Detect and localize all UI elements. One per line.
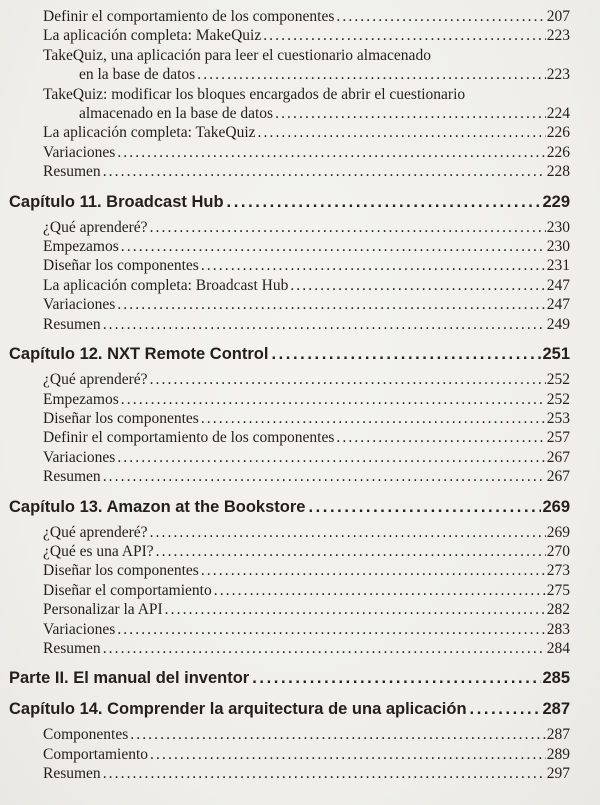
toc-entry-row	[9, 295, 570, 314]
page-number: 269	[546, 523, 570, 541]
page-number: 273	[546, 562, 570, 580]
chapter-title: Parte II. El manual del inventor	[9, 669, 250, 688]
entry-title: ¿Qué es una API?	[43, 542, 154, 560]
entry-title: Resumen	[43, 163, 101, 181]
dot-leader	[115, 295, 545, 314]
page-number: 231	[546, 257, 570, 275]
page-number: 224	[546, 105, 570, 123]
entry-title: La aplicación completa: TakeQuiz	[43, 124, 256, 142]
toc-list	[9, 7, 570, 784]
page-number: 267	[546, 448, 570, 466]
dot-leader	[288, 276, 545, 295]
page-number: 247	[546, 296, 570, 314]
toc-entry-row	[9, 409, 570, 428]
chapter-title: Capítulo 13. Amazon at the Bookstore	[9, 497, 306, 516]
toc-entry-row	[9, 725, 570, 744]
entry-title: TakeQuiz, una aplicación para leer el cuestionario almacenado	[43, 46, 431, 64]
dot-leader	[199, 409, 546, 428]
entry-title: Variaciones	[43, 296, 116, 314]
entry-title: Empezamos	[43, 390, 119, 408]
dot-leader	[224, 191, 542, 213]
chapter-title: Capítulo 11. Broadcast Hub	[9, 192, 224, 211]
page-number: 257	[546, 429, 570, 447]
dot-leader	[101, 315, 546, 334]
toc-entry-row	[9, 523, 570, 542]
page-number: 252	[546, 390, 570, 408]
dot-leader	[101, 162, 546, 181]
dot-leader	[154, 542, 546, 561]
entry-title: Diseñar los componentes	[43, 409, 199, 427]
dot-leader	[467, 698, 542, 720]
entry-title: Variaciones	[43, 620, 116, 638]
toc-entry-row	[9, 7, 570, 26]
toc-entry-row	[9, 620, 570, 639]
dot-leader	[195, 65, 546, 84]
page-number: 267	[546, 468, 570, 486]
page-number: 252	[546, 371, 570, 389]
entry-title: Variaciones	[43, 143, 116, 161]
toc-chapter-heading-row	[9, 698, 570, 720]
entry-title: en la base de datos	[79, 66, 196, 84]
entry-title: La aplicación completa: MakeQuiz	[43, 27, 262, 45]
toc-entry-row	[9, 428, 570, 447]
dot-leader	[101, 467, 546, 486]
toc-entry-row	[9, 639, 570, 658]
toc-entry-row	[9, 542, 570, 561]
dot-leader	[115, 143, 545, 162]
page-number: 226	[546, 124, 570, 142]
page-number: 275	[546, 581, 570, 599]
chapter-title: Capítulo 14. Comprender la arquitectura de una aplicación	[9, 700, 467, 719]
dot-leader	[148, 370, 546, 389]
entry-title: Variaciones	[43, 448, 116, 466]
dot-leader	[115, 448, 545, 467]
toc-entry-row	[9, 467, 570, 486]
entry-title: ¿Qué aprenderé?	[43, 218, 148, 236]
page-number: 249	[546, 315, 570, 333]
toc-chapter-heading-row	[9, 496, 570, 518]
dot-leader	[273, 104, 546, 123]
dot-leader	[101, 764, 546, 783]
page-number: 223	[546, 66, 570, 84]
dot-leader	[163, 600, 546, 619]
toc-entry-row	[9, 448, 570, 467]
toc-entry-continuation-row	[9, 65, 570, 84]
toc-entry-row	[9, 256, 570, 275]
page-number: 253	[546, 409, 570, 427]
entry-title: Diseñar los componentes	[43, 562, 199, 580]
page-number: 247	[546, 276, 570, 294]
dot-leader	[128, 725, 546, 744]
entry-title: TakeQuiz: modificar los bloques encargados de abrir el cuestionario	[43, 85, 466, 103]
page-number: 287	[546, 726, 570, 744]
dot-leader	[101, 639, 546, 658]
dot-leader	[249, 667, 541, 689]
entry-title: La aplicación completa: Broadcast Hub	[43, 276, 289, 294]
dot-leader	[199, 256, 546, 275]
page-number: 282	[546, 601, 570, 619]
page-number: 226	[546, 143, 570, 161]
toc-entry-row	[9, 561, 570, 580]
toc-entry-row	[9, 26, 570, 45]
entry-title: Definir el comportamiento de los componentes	[43, 429, 335, 447]
page-number: 270	[546, 542, 570, 560]
page-number: 269	[542, 497, 570, 516]
dot-leader	[148, 523, 546, 542]
entry-title: ¿Qué aprenderé?	[43, 523, 148, 541]
toc-chapter-heading-row	[9, 191, 570, 213]
dot-leader	[334, 7, 545, 26]
page-number: 297	[546, 765, 570, 783]
page-number: 283	[546, 620, 570, 638]
page-number: 229	[542, 192, 570, 211]
toc-entry-wrapped-first-line	[9, 85, 570, 104]
entry-title: Resumen	[43, 468, 101, 486]
dot-leader	[148, 218, 546, 237]
dot-leader	[334, 428, 545, 447]
entry-title: Comportamiento	[43, 745, 149, 763]
toc-entry-row	[9, 237, 570, 256]
entry-title: ¿Qué aprenderé?	[43, 371, 148, 389]
page-number: 230	[546, 238, 570, 256]
chapter-title: Capítulo 12. NXT Remote Control	[9, 345, 269, 364]
dot-leader	[115, 620, 545, 639]
page-number: 287	[542, 700, 570, 719]
page-number: 223	[546, 27, 570, 45]
toc-entry-row	[9, 390, 570, 409]
toc-entry-row	[9, 276, 570, 295]
toc-entry-row	[9, 143, 570, 162]
entry-title: Resumen	[43, 639, 101, 657]
dot-leader	[212, 581, 546, 600]
page-number: 289	[546, 745, 570, 763]
toc-entry-row	[9, 370, 570, 389]
entry-title: almacenado en la base de datos	[79, 105, 274, 123]
toc-entry-row	[9, 745, 570, 764]
dot-leader	[119, 390, 546, 409]
entry-title: Empezamos	[43, 238, 119, 256]
entry-title: Definir el comportamiento de los componentes	[43, 8, 335, 25]
entry-title: Personalizar la API	[43, 601, 163, 619]
toc-entry-row	[9, 764, 570, 783]
entry-title: Diseñar el comportamiento	[43, 581, 212, 599]
toc-entry-row	[9, 218, 570, 237]
entry-title: Resumen	[43, 315, 101, 333]
dot-leader	[268, 343, 541, 365]
entry-title: Resumen	[43, 765, 101, 783]
page-number: 228	[546, 163, 570, 181]
dot-leader	[148, 745, 546, 764]
page-number: 285	[542, 669, 570, 688]
toc-chapter-heading-row	[9, 667, 570, 689]
toc-entry-row	[9, 581, 570, 600]
dot-leader	[261, 26, 546, 45]
toc-entry-row	[9, 600, 570, 619]
page-number: 284	[546, 639, 570, 657]
page-number: 207	[546, 8, 570, 25]
page-number: 251	[542, 345, 570, 364]
dot-leader	[199, 561, 546, 580]
toc-entry-wrapped-first-line	[9, 46, 570, 65]
toc-chapter-heading-row	[9, 343, 570, 365]
dot-leader	[256, 123, 546, 142]
entry-title: Diseñar los componentes	[43, 257, 199, 275]
dot-leader	[305, 496, 541, 518]
toc-entry-row	[9, 123, 570, 142]
toc-entry-continuation-row	[9, 104, 570, 123]
entry-title: Componentes	[43, 726, 129, 744]
toc-entry-row	[9, 162, 570, 181]
toc-entry-row	[9, 315, 570, 334]
dot-leader	[119, 237, 546, 256]
page-number: 230	[546, 218, 570, 236]
